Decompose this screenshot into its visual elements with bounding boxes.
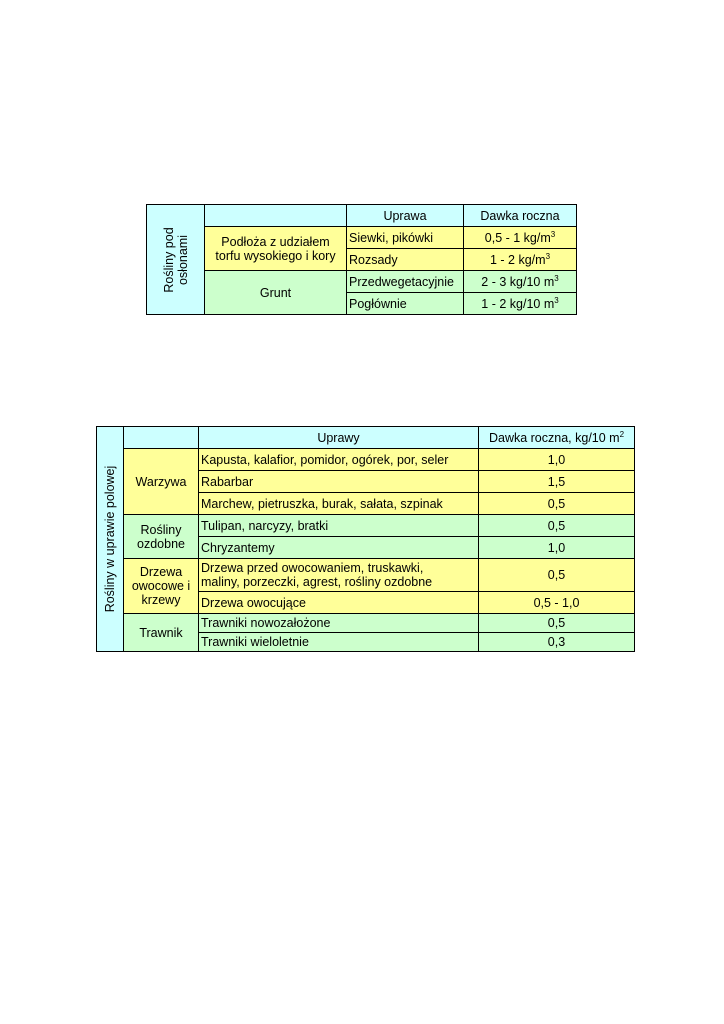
dose-cell: 0,5 <box>479 614 635 633</box>
side-label-line: osłonami <box>175 234 190 285</box>
dose-cell: 0,5 <box>479 493 635 515</box>
dose-cell: 1 - 2 $kg/m^3$ <box>464 249 577 271</box>
crop-cell: Przedwegetacyjnie <box>347 271 464 293</box>
crop-cell: Rabarbar <box>199 471 479 493</box>
side-label-field <box>97 427 124 652</box>
crop-cell: Drzewa przed owocowaniem, truskawki, maliny, porzeczki, agrest, rośliny ozdobne <box>199 559 479 592</box>
dose-cell: 2 - 3 kg/10 $m^3$ <box>464 271 577 293</box>
group-lawn: Trawnik <box>124 614 199 652</box>
header-crops: Uprawy <box>199 427 479 449</box>
dose-cell: 1 - 2 kg/10 $m^3$ <box>464 293 577 315</box>
dose-cell: 1,0 <box>479 537 635 559</box>
group-soil: Grunt <box>205 271 347 315</box>
side-label-greenhouse <box>147 205 205 315</box>
header-empty-cell <box>205 205 347 227</box>
dose-cell: 0,3 <box>479 633 635 652</box>
crop-cell: Trawniki wieloletnie <box>199 633 479 652</box>
dose-cell: 1,5 <box>479 471 635 493</box>
crop-cell: Pogłównie <box>347 293 464 315</box>
side-label-line: Rośliny pod <box>161 226 176 293</box>
header-dose: Dawka roczna, kg/10 $m^2$ <box>479 427 635 449</box>
group-ornamental: Rośliny ozdobne <box>124 515 199 559</box>
crop-cell: Marchew, pietruszka, burak, sałata, szpinak <box>199 493 479 515</box>
dose-cell: 0,5 - 1,0 <box>479 592 635 614</box>
group-vegetables: Warzywa <box>124 449 199 515</box>
field-dose-table <box>96 426 635 652</box>
header-empty-cell <box>124 427 199 449</box>
crop-cell: Drzewa owocujące <box>199 592 479 614</box>
crop-cell: Tulipan, narcyzy, bratki <box>199 515 479 537</box>
header-crop: Uprawa <box>347 205 464 227</box>
greenhouse-dose-table <box>146 204 577 315</box>
side-label-line: Rośliny w uprawie polowej <box>103 465 117 613</box>
crop-cell: Siewki, pikówki <box>347 227 464 249</box>
dose-cell: 0,5 - 1 $kg/m^3$ <box>464 227 577 249</box>
crop-cell: Kapusta, kalafior, pomidor, ogórek, por, seler <box>199 449 479 471</box>
crop-cell: Chryzantemy <box>199 537 479 559</box>
dose-cell: 1,0 <box>479 449 635 471</box>
group-fruit-trees: Drzewa owocowe i krzewy <box>124 559 199 614</box>
dose-cell: 0,5 <box>479 559 635 592</box>
crop-cell: Rozsady <box>347 249 464 271</box>
header-dose: Dawka roczna <box>464 205 577 227</box>
dose-cell: 0,5 <box>479 515 635 537</box>
group-substrate: Podłoża z udziałem torfu wysokiego i kory <box>205 227 347 271</box>
crop-cell: Trawniki nowozałożone <box>199 614 479 633</box>
